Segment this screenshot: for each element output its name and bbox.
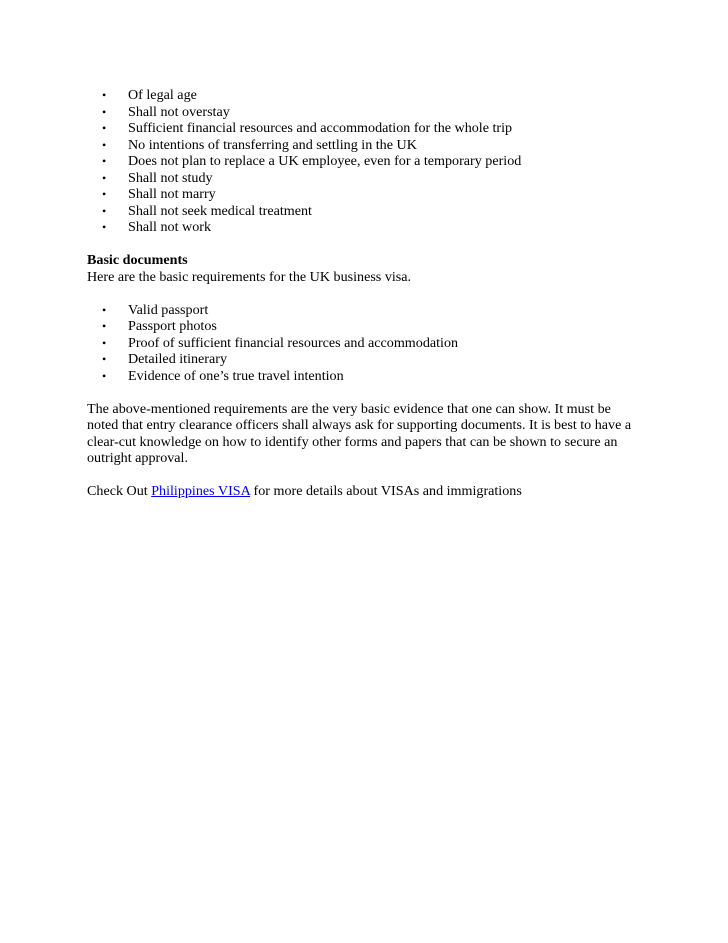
- list-item-text: Detailed itinerary: [128, 351, 228, 367]
- list-item: [87, 219, 647, 236]
- body-paragraph: [87, 401, 647, 467]
- spacer: [87, 285, 647, 302]
- list-item-text: Shall not marry: [128, 186, 216, 202]
- list-item: [87, 137, 647, 154]
- list-item: [87, 120, 647, 137]
- bullet-icon: •: [102, 170, 107, 185]
- spacer: [87, 236, 647, 253]
- cta-suffix: for more details about VISAs and immigrations: [250, 483, 522, 499]
- list-item-text: No intentions of transferring and settling in the UK: [128, 136, 417, 153]
- list-item-text: Shall not work: [128, 219, 211, 235]
- cta-prefix: Check Out: [87, 483, 152, 499]
- list-item: [87, 335, 647, 352]
- bullet-icon: •: [102, 368, 107, 383]
- bullet-icon: •: [102, 220, 107, 234]
- list-item-text: Sufficient financial resources and accommodation for the whole trip: [128, 120, 513, 136]
- list-item: [87, 87, 647, 104]
- list-item: [87, 351, 647, 368]
- list-item: [87, 104, 647, 121]
- paragraph-line: outright approval.: [87, 450, 188, 466]
- list-item: [87, 186, 647, 203]
- list-item: [87, 302, 647, 319]
- bullet-icon: •: [102, 203, 107, 218]
- list-item: [87, 318, 647, 335]
- philippines-visa-link[interactable]: Philippines VISA: [151, 483, 251, 499]
- section-heading: Basic documents: [87, 252, 188, 268]
- bullet-icon: •: [102, 88, 107, 102]
- list-item-text: Of legal age: [128, 87, 197, 103]
- bullet-icon: •: [102, 154, 107, 168]
- list-item-text: Valid passport: [128, 301, 209, 318]
- paragraph-line: noted that entry clearance officers shall always ask for supporting documents. It is best to have a: [87, 417, 632, 433]
- documents-list: [87, 302, 647, 385]
- bullet-icon: •: [102, 335, 107, 350]
- list-item-text: Evidence of one’s true travel intention: [128, 367, 344, 384]
- list-item-text: Passport photos: [128, 318, 217, 334]
- list-item-text: Shall not overstay: [128, 103, 230, 120]
- list-item: [87, 153, 647, 170]
- paragraph-line: The above-mentioned requirements are the very basic evidence that one can show. It must be: [87, 400, 611, 417]
- bullet-icon: •: [102, 137, 107, 152]
- spacer: [87, 467, 647, 484]
- list-item: [87, 368, 647, 385]
- bullet-icon: •: [102, 319, 107, 333]
- bullet-icon: •: [102, 104, 107, 119]
- bullet-icon: •: [102, 121, 107, 135]
- bullet-icon: •: [102, 352, 107, 366]
- list-item-text: Shall not study: [128, 169, 213, 186]
- eligibility-list: [87, 87, 647, 236]
- bullet-icon: •: [102, 187, 107, 201]
- list-item: [87, 170, 647, 187]
- list-item: [87, 203, 647, 220]
- paragraph-line: clear-cut knowledge on how to identify other forms and papers that can be shown to secure an: [87, 433, 618, 450]
- list-item-text: Shall not seek medical treatment: [128, 202, 312, 219]
- call-to-action: [87, 483, 647, 500]
- list-item-text: Does not plan to replace a UK employee, even for a temporary period: [128, 153, 522, 169]
- spacer: [87, 384, 647, 401]
- section-intro: Here are the basic requirements for the UK business visa.: [87, 268, 412, 285]
- list-item-text: Proof of sufficient financial resources and accommodation: [128, 334, 459, 351]
- document-body: [87, 87, 647, 500]
- bullet-icon: •: [102, 302, 107, 317]
